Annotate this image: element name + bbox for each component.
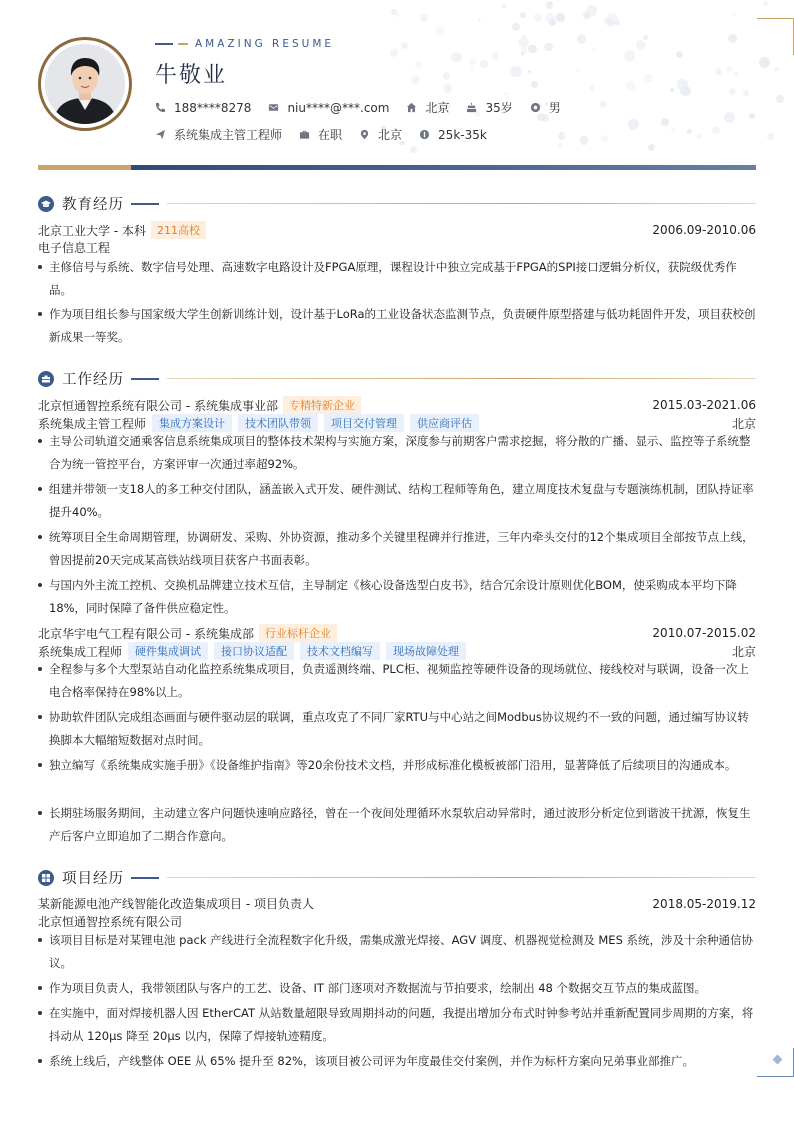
- decorative-dot: [410, 146, 417, 153]
- decorative-dot: [636, 40, 645, 49]
- education-dates: 2006.09-2010.06: [652, 223, 756, 237]
- list-item: 作为项目负责人，我带领团队与客户的工艺、设备、IT 部门逐项对齐数据流与节拍要求，绘制出 48 个数据交互节点的集成蓝图。: [38, 977, 756, 1000]
- section-title-work: 工作经历: [62, 372, 124, 388]
- decorative-dot: [697, 134, 701, 138]
- list-item: 协助软件团队完成组态画面与硬件驱动层的联调，重点攻克了不同厂家RTU与中心站之间Modbus协议规约不一致的问题，通过编写协议转换脚本大幅缩短数据对点时间。: [38, 706, 756, 751]
- job-2-header: [38, 624, 756, 642]
- work-icon: [38, 371, 54, 387]
- major-row: [38, 239, 756, 256]
- list-item: 独立编写《系统集成实施手册》《设备维护指南》等20余份技术文档，并形成标准化模板被部门沿用，显著降低了后续项目的沟通成本。: [38, 754, 756, 777]
- skill-tag: 技术团队带领: [238, 414, 318, 432]
- career-row: [155, 126, 504, 143]
- phone-text: 188****8278: [174, 100, 252, 115]
- decorative-dot: [420, 13, 429, 22]
- decorative-dot: [589, 85, 594, 90]
- gender-text: 男: [548, 101, 561, 115]
- contact-row: [155, 99, 578, 116]
- decorative-dot: [443, 72, 450, 79]
- decorative-dot: [546, 1, 553, 8]
- education-entry-header: [38, 221, 756, 239]
- decorative-dot: [670, 88, 674, 92]
- send-icon: [155, 129, 166, 140]
- gender-item: [530, 99, 561, 116]
- list-item: 主修信号与系统、数字信号处理、高速数字电路设计及FPGA原理，课程设计中独立完成基于FPGA的SPI接口逻辑分析仪，获院级优秀作品。: [38, 256, 756, 301]
- decorative-dot: [401, 42, 408, 49]
- decorative-dot: [724, 112, 735, 123]
- resume-kicker: [155, 38, 334, 50]
- job-1-company: 北京恒通智控系统有限公司 - 系统集成事业部: [38, 398, 278, 413]
- decorative-dot: [451, 52, 461, 62]
- section-rule-navy: [131, 203, 159, 205]
- decorative-dot: [577, 34, 587, 44]
- school-tag: 211高校: [151, 221, 206, 239]
- decorative-dot: [586, 5, 598, 17]
- status-text: 在职: [318, 128, 343, 142]
- target-city-text: 北京: [378, 128, 403, 142]
- kicker-line-gold: [178, 43, 188, 45]
- list-item: 与国内外主流工控机、交换机品牌建立技术互信，主导制定《核心设备选型白皮书》，结合冗余设计原则优化BOM，使采购成本平均下降18%，同时保障了备件供应稳定性。: [38, 574, 756, 619]
- decorative-dot: [626, 81, 636, 91]
- decorative-dot: [521, 52, 524, 55]
- skill-tag: 集成方案设计: [152, 414, 232, 432]
- job-2-dates: 2010.07-2015.02: [652, 626, 756, 640]
- status-item: [299, 126, 342, 143]
- target-role-text: 系统集成主管工程师: [174, 128, 283, 142]
- job-1-location: 北京: [731, 416, 756, 431]
- section-rule-navy: [131, 378, 159, 380]
- decorative-dot: [575, 69, 578, 72]
- decorative-dot: [528, 45, 537, 54]
- decorative-dot: [531, 81, 538, 88]
- list-item: 作为项目组长参与国家级大学生创新训练计划，设计基于LoRa的工业设备状态监测节点，负责硬件原型搭建与低功耗固件开发，项目获校创新成果一等奖。: [38, 303, 756, 348]
- email-item: [268, 101, 389, 115]
- skill-tag: 硬件集成调试: [128, 642, 208, 660]
- location-pin-icon: [359, 129, 370, 140]
- decorative-dot: [680, 86, 691, 97]
- project-name: 某新能源电池产线智能化改造集成项目 - 项目负责人: [38, 897, 314, 911]
- project-header: [38, 895, 756, 912]
- decorative-dot: [614, 20, 619, 25]
- projects-section-header: [38, 867, 756, 888]
- decorative-dot: [776, 95, 784, 103]
- decorative-dot: [600, 101, 607, 108]
- school-name: 北京工业大学 - 本科: [38, 223, 146, 238]
- section-title-projects: 项目经历: [62, 871, 124, 887]
- list-item: 长期驻场服务期间，主动建立客户问题快速响应路径，曾在一个夜间处理循环水泵软启动异常时，通过波形分析定位到谐波干扰源，恢复生产后客户立即追加了二期合作意向。: [38, 802, 756, 847]
- section-title-education: 教育经历: [62, 197, 124, 213]
- job-2-role: 系统集成工程师: [38, 644, 123, 659]
- salary-text: 25k-35k: [438, 127, 487, 142]
- job-2-company: 北京华宇电气工程有限公司 - 系统集成部: [38, 626, 254, 641]
- list-item: 该项目目标是对某锂电池 pack 产线进行全流程数字化升级，需集成激光焊接、AGV 调度、机器视觉检测及 MES 系统，涉及十余种通信协议。: [38, 929, 756, 974]
- work-section-header: [38, 368, 756, 389]
- cake-icon: [466, 102, 477, 113]
- decorative-dot: [644, 74, 652, 82]
- decorative-dot: [648, 144, 655, 151]
- list-item: 统筹项目全生命周期管理，协调研发、采购、外协资源，推动多个关键里程碑并行推进，三年内牵头交付的12个集成项目全部按节点上线，曾因提前20天完成某高铁站线项目获客户书面表彰。: [38, 526, 756, 571]
- decorative-dot: [534, 13, 542, 21]
- profile-photo: [45, 44, 125, 124]
- grid-icon: [38, 870, 54, 886]
- decorative-dot: [734, 71, 739, 76]
- decorative-dot: [504, 92, 507, 95]
- home-icon: [406, 102, 417, 113]
- decorative-dot: [687, 129, 692, 134]
- decorative-dot: [749, 113, 755, 119]
- decorative-dot: [715, 68, 722, 75]
- kicker-text: AMAZING RESUME: [195, 38, 335, 50]
- decorative-dot: [470, 68, 474, 72]
- decorative-dot: [732, 12, 736, 16]
- decorative-dot: [676, 51, 683, 58]
- decorative-dot: [580, 136, 589, 145]
- section-rule-gold: [167, 203, 756, 204]
- phone-item: [155, 101, 251, 115]
- decorative-dot: [601, 135, 608, 142]
- section-rule-gold: [167, 378, 756, 379]
- list-item: 在实施中，面对焊接机器人因 EtherCAT 从站数量超限导致周期抖动的问题，我提出增加分布式时钟参考站并重新配置同步周期的方案，将抖动从 120μs 降至 20μs 以内，保障了焊接轨迹精度。: [38, 1002, 756, 1047]
- section-rule-navy: [131, 877, 159, 879]
- phone-icon: [155, 102, 166, 113]
- decorative-dot: [556, 13, 564, 21]
- mail-icon: [268, 102, 279, 113]
- decorative-dot: [435, 25, 445, 35]
- city-item: [406, 99, 449, 116]
- salary-item: [419, 128, 487, 142]
- skill-tag: 供应商评估: [410, 414, 479, 432]
- job-1-role: 系统集成主管工程师: [38, 416, 147, 431]
- list-item: 全程参与多个大型泵站自动化监控系统集成项目，负责遥测终端、PLC柜、视频监控等硬件设备的现场就位、接线校对与联调，设备一次上电合格率保持在98%以上。: [38, 658, 756, 703]
- decorative-dot: [518, 37, 529, 48]
- decorative-dot: [544, 43, 552, 51]
- decorative-dot: [558, 143, 562, 147]
- decorative-dot: [763, 1, 768, 6]
- candidate-name: 牛敬业: [155, 63, 228, 88]
- decorative-dot: [415, 61, 424, 70]
- decorative-dot: [661, 118, 668, 125]
- target-city-item: [359, 126, 402, 143]
- skill-tag: 技术文档编写: [300, 642, 380, 660]
- decorative-dot: [643, 35, 648, 40]
- header-divider-bar: [38, 165, 756, 170]
- briefcase-icon: [299, 129, 310, 140]
- project-dates: 2018.05-2019.12: [652, 896, 756, 911]
- decorative-dot: [729, 88, 736, 95]
- graduation-cap-icon: [38, 196, 54, 212]
- decorative-dot: [502, 4, 507, 9]
- job-1-header: [38, 396, 756, 414]
- major: 电子信息工程: [38, 241, 111, 255]
- decorative-dot: [469, 59, 476, 66]
- decorative-dot: [480, 60, 487, 67]
- education-section-header: [38, 193, 756, 214]
- decorative-dot: [671, 128, 675, 132]
- age-text: 35岁: [485, 101, 513, 115]
- decorative-dot: [520, 12, 526, 18]
- project-company-row: [38, 913, 756, 930]
- decorative-dot: [728, 34, 737, 43]
- age-item: [466, 99, 512, 116]
- email-text: niu****@***.com: [287, 100, 390, 115]
- divider-gold-segment: [38, 165, 131, 170]
- corner-decoration-top-right: [757, 18, 794, 55]
- decorative-dot: [624, 50, 636, 62]
- decorative-dot: [591, 47, 596, 52]
- decorative-dot: [528, 70, 531, 73]
- decorative-dot: [411, 75, 420, 84]
- job-2-location: 北京: [731, 644, 756, 659]
- decorative-dot: [774, 67, 779, 72]
- decorative-dot: [767, 133, 774, 140]
- decorative-dot: [492, 52, 500, 60]
- decorative-dot: [607, 19, 615, 27]
- decorative-dot: [510, 66, 522, 78]
- profile-photo-frame: [38, 37, 132, 131]
- decorative-dot: [712, 126, 720, 134]
- decorative-dot: [390, 49, 398, 57]
- coin-icon: [419, 129, 430, 140]
- decorative-dot: [443, 84, 452, 93]
- job-2-company-tag: 行业标杆企业: [259, 624, 337, 642]
- gender-icon: [530, 102, 541, 113]
- skill-tag: 项目交付管理: [324, 414, 404, 432]
- decorative-dot: [478, 18, 481, 21]
- kicker-line-navy: [155, 43, 173, 45]
- divider-navy-segment: [131, 165, 756, 170]
- city-text: 北京: [425, 101, 450, 115]
- decorative-dot: [391, 9, 397, 15]
- list-item: 主导公司轨道交通乘客信息系统集成项目的整体技术架构与实施方案，深度参与前期客户需求挖掘，将分散的广播、显示、监控等子系统整合为统一管控平台，方案评审一次通过率超92%。: [38, 430, 756, 475]
- section-rule-gold: [167, 877, 756, 878]
- list-item: 组建并带领一支18人的多工种交付团队，涵盖嵌入式开发、硬件测试、结构工程师等角色，建立周度技术复盘与专题演练机制，团队持证率提升40%。: [38, 478, 756, 523]
- decorative-dot: [512, 23, 520, 31]
- decorative-dot: [726, 66, 733, 73]
- decorative-dot: [558, 132, 566, 140]
- role-item: [155, 126, 282, 143]
- decorative-dot: [628, 119, 639, 130]
- project-company: 北京恒通智控系统有限公司: [38, 915, 183, 929]
- job-1-company-tag: 专精特新企业: [283, 396, 361, 414]
- decorative-dot: [759, 57, 770, 68]
- skill-tag: 现场故障处理: [386, 642, 466, 660]
- skill-tag: 接口协议适配: [214, 642, 294, 660]
- decorative-dot: [743, 90, 749, 96]
- job-1-dates: 2015.03-2021.06: [652, 398, 756, 412]
- list-item: 系统上线后，产线整体 OEE 从 65% 提升至 82%，该项目被公司评为年度最佳交付案例，并作为标杆方案向兄弟事业部推广。: [38, 1050, 756, 1073]
